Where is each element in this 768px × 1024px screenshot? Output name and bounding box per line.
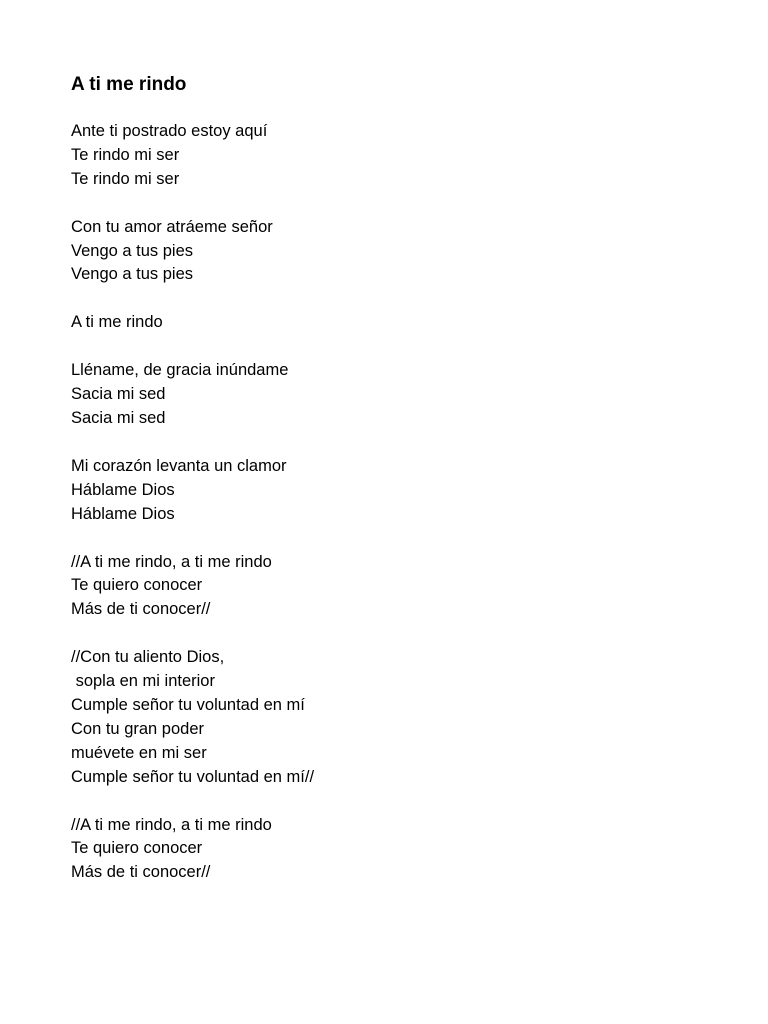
song-title: A ti me rindo <box>71 74 187 95</box>
stanza-1 <box>71 120 711 192</box>
lyric-line: Más de ti conocer// <box>71 863 211 882</box>
document-page <box>71 72 711 909</box>
stanza-7 <box>71 646 711 789</box>
lyric-line: Sacia mi sed <box>71 409 166 428</box>
lyric-line: Con tu gran poder <box>71 719 205 738</box>
lyric-line: Háblame Dios <box>71 504 175 523</box>
lyric-line: //A ti me rindo, a ti me rindo <box>71 815 272 834</box>
lyric-line: Más de ti conocer// <box>71 600 211 619</box>
lyric-line: Te rindo mi ser <box>71 145 180 164</box>
stanza-2 <box>71 216 711 288</box>
lyric-line: Vengo a tus pies <box>71 241 194 260</box>
lyric-line: A ti me rindo <box>71 313 163 332</box>
lyric-line: Cumple señor tu voluntad en mí <box>71 696 305 715</box>
stanza-5 <box>71 455 711 527</box>
lyric-line: Te rindo mi ser <box>71 169 180 188</box>
lyric-line: Ante ti postrado estoy aquí <box>71 122 268 140</box>
lyric-line: sopla en mi interior <box>71 672 215 691</box>
lyric-line: Sacia mi sed <box>71 385 166 404</box>
stanza-3 <box>71 311 711 335</box>
stanza-8 <box>71 814 711 886</box>
lyric-line: //A ti me rindo, a ti me rindo <box>71 552 272 571</box>
lyric-line: Con tu amor atráeme señor <box>71 217 273 236</box>
lyric-line: //Con tu aliento Dios, <box>71 648 225 667</box>
lyric-line: Vengo a tus pies <box>71 265 194 284</box>
lyric-line: muévete en mi ser <box>71 743 207 762</box>
lyric-line: Mi corazón levanta un clamor <box>71 456 287 475</box>
lyric-line: Lléname, de gracia inúndame <box>71 361 289 380</box>
lyric-line: Háblame Dios <box>71 480 175 499</box>
lyric-line: Cumple señor tu voluntad en mí// <box>71 767 315 786</box>
lyric-line: Te quiero conocer <box>71 576 203 595</box>
stanza-4 <box>71 359 711 431</box>
stanza-6 <box>71 551 711 623</box>
lyric-line: Te quiero conocer <box>71 839 203 858</box>
